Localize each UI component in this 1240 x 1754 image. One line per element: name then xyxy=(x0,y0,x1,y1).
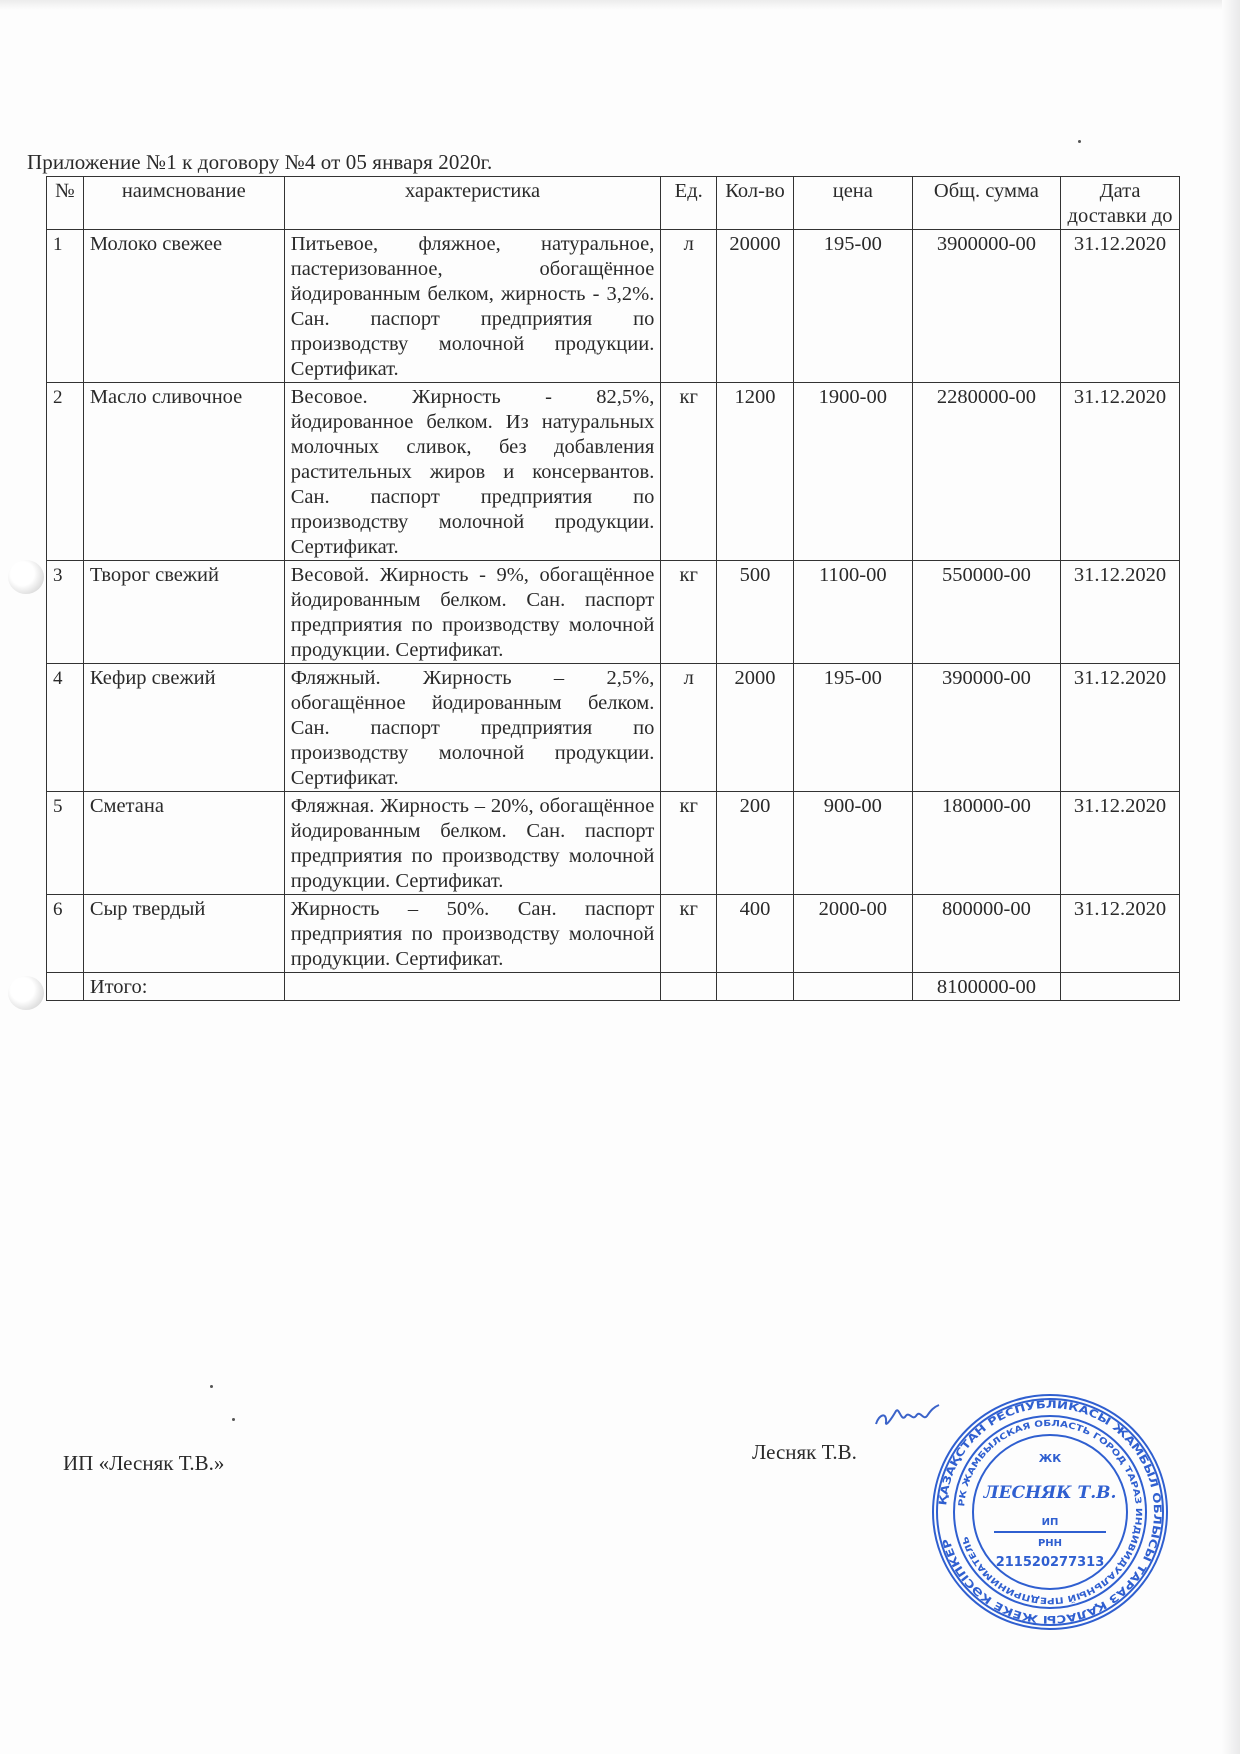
product-unit: кг xyxy=(661,792,717,895)
product-sum: 3900000-00 xyxy=(912,230,1060,383)
product-description: Фляжный. Жирность – 2,5%, обогащённое йодированным белком. Сан. паспорт предприятия по производству молочной продукции. Сертификат. xyxy=(284,664,661,792)
document-title: Приложение №1 к договору №4 от 05 января 2020г. xyxy=(27,150,493,174)
scan-top-edge xyxy=(0,0,1240,10)
total-sum: 8100000-00 xyxy=(912,973,1060,1001)
scan-speck xyxy=(210,1385,213,1388)
handwritten-signature xyxy=(872,1398,942,1432)
product-price: 900-00 xyxy=(793,792,912,895)
product-qty: 1200 xyxy=(717,383,794,561)
product-sum: 550000-00 xyxy=(912,561,1060,664)
stamp-name: ЛЕСНЯК Т.В. xyxy=(983,1483,1117,1503)
signer-name: Лесняк Т.В. xyxy=(752,1440,857,1464)
total-empty xyxy=(793,973,912,1001)
product-sum: 2280000-00 xyxy=(912,383,1060,561)
header-unit: Ед. xyxy=(661,177,717,230)
header-num: № xyxy=(47,177,84,230)
row-num: 1 xyxy=(47,230,84,383)
delivery-date: 31.12.2020 xyxy=(1061,230,1180,383)
stamp-middle-circle xyxy=(954,1416,1146,1608)
product-price: 1100-00 xyxy=(793,561,912,664)
delivery-date: 31.12.2020 xyxy=(1061,792,1180,895)
product-description: Питьевое, фляжное, натуральное, пастеризованное, обогащённое йодированным белком, жирность - 3,2%. Сан. паспорт предприятия по производству молочной продукции. Сертификат. xyxy=(284,230,661,383)
delivery-date: 31.12.2020 xyxy=(1061,383,1180,561)
product-price: 2000-00 xyxy=(793,895,912,973)
product-name: Сметана xyxy=(83,792,284,895)
product-price: 195-00 xyxy=(793,230,912,383)
total-empty xyxy=(47,973,84,1001)
table-row xyxy=(47,664,1180,792)
product-description: Весовое. Жирность - 82,5%, йодированное белком. Из натуральных молочных сливок, без добавления растительных жиров и консервантов. Сан. паспорт предприятия по производству молочной продукции. Сертификат. xyxy=(284,383,661,561)
total-empty xyxy=(717,973,794,1001)
product-qty: 200 xyxy=(717,792,794,895)
header-date: Дата доставки до xyxy=(1061,177,1180,230)
product-name: Творог свежий xyxy=(83,561,284,664)
company-signature-label: ИП «Лесняк Т.В.» xyxy=(63,1451,225,1475)
product-qty: 500 xyxy=(717,561,794,664)
delivery-date: 31.12.2020 xyxy=(1061,561,1180,664)
stamp-rnn: 211520277313 xyxy=(995,1555,1105,1570)
header-name: наимснование xyxy=(83,177,284,230)
table-row xyxy=(47,561,1180,664)
stamp-outer-circle xyxy=(933,1395,1167,1629)
product-sum: 390000-00 xyxy=(912,664,1060,792)
product-name: Молоко свежее xyxy=(83,230,284,383)
product-sum: 180000-00 xyxy=(912,792,1060,895)
row-num: 2 xyxy=(47,383,84,561)
total-row xyxy=(47,973,1180,1001)
total-label: Итого: xyxy=(83,973,284,1001)
stamp-outer-ring-text: ҚАЗАҚСТАН РЕСПУБЛИКАСЫ ЖАМБЫЛ ОБЛЫСЫ ТАРАЗ ҚАЛАСЫ ЖЕКЕ КӘСІПКЕР xyxy=(937,1398,1164,1626)
delivery-date: 31.12.2020 xyxy=(1061,664,1180,792)
total-empty xyxy=(1061,973,1180,1001)
total-empty xyxy=(284,973,661,1001)
product-name: Кефир свежий xyxy=(83,664,284,792)
table-row xyxy=(47,895,1180,973)
header-price: цена xyxy=(793,177,912,230)
header-description: характеристика xyxy=(284,177,661,230)
product-sum: 800000-00 xyxy=(912,895,1060,973)
scan-speck xyxy=(232,1418,235,1421)
product-qty: 400 xyxy=(717,895,794,973)
product-name: Масло сливочное xyxy=(83,383,284,561)
table-row xyxy=(47,383,1180,561)
stamp-middle-text: ИП xyxy=(1041,1517,1059,1528)
product-description: Фляжная. Жирность – 20%, обогащённое йодированным белком. Сан. паспорт предприятия по производству молочной продукции. Сертификат. xyxy=(284,792,661,895)
stamp-rnn-label: РНН xyxy=(1037,1538,1063,1549)
products-table xyxy=(46,176,1180,1001)
header-qty: Кол-во xyxy=(717,177,794,230)
row-num: 3 xyxy=(47,561,84,664)
product-name: Сыр твердый xyxy=(83,895,284,973)
product-unit: кг xyxy=(661,895,717,973)
delivery-date: 31.12.2020 xyxy=(1061,895,1180,973)
company-stamp xyxy=(930,1392,1170,1632)
row-num: 5 xyxy=(47,792,84,895)
table-row xyxy=(47,230,1180,383)
product-unit: кг xyxy=(661,383,717,561)
product-unit: л xyxy=(661,664,717,792)
scan-speck xyxy=(1078,140,1081,143)
punch-hole xyxy=(8,976,44,1010)
product-qty: 20000 xyxy=(717,230,794,383)
stamp-top-text: ЖК xyxy=(1038,1452,1062,1465)
product-qty: 2000 xyxy=(717,664,794,792)
product-description: Жирность – 50%. Сан. паспорт предприятия по производству молочной продукции. Сертификат. xyxy=(284,895,661,973)
table-row xyxy=(47,792,1180,895)
row-num: 6 xyxy=(47,895,84,973)
total-empty xyxy=(661,973,717,1001)
product-description: Весовой. Жирность - 9%, обогащённое йодированным белком. Сан. паспорт предприятия по производству молочной продукции. Сертификат. xyxy=(284,561,661,664)
header-sum: Общ. сумма xyxy=(912,177,1060,230)
product-price: 1900-00 xyxy=(793,383,912,561)
row-num: 4 xyxy=(47,664,84,792)
product-unit: кг xyxy=(661,561,717,664)
punch-hole xyxy=(8,560,44,594)
stamp-inner-ring-text: РК ЖАМБЫЛСКАЯ ОБЛАСТЬ ГОРОД ТАРАЗ ИНДИВИДУАЛЬНЫЙ ПРЕДПРИНИМАТЕЛЬ xyxy=(957,1418,1144,1606)
product-price: 195-00 xyxy=(793,664,912,792)
product-unit: л xyxy=(661,230,717,383)
table-header-row xyxy=(47,177,1180,230)
scan-right-edge xyxy=(1222,0,1240,1754)
